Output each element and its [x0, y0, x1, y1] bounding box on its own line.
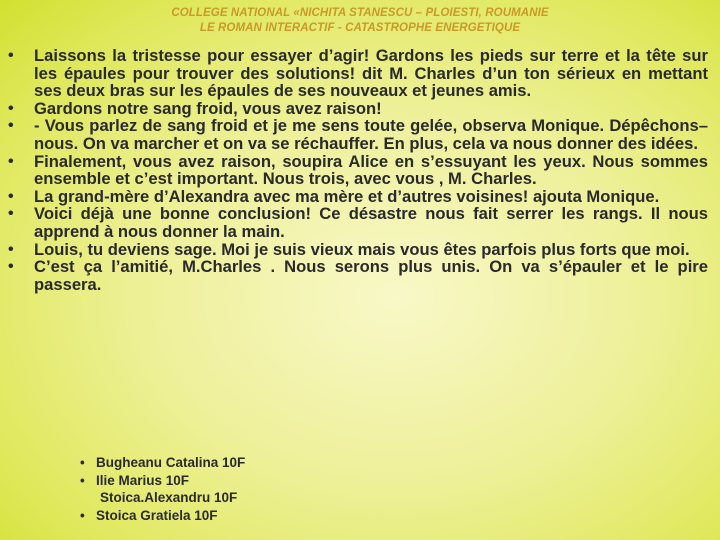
list-item: [0, 205, 708, 240]
bullet-icon: •: [8, 240, 14, 258]
paragraph-text: Finalement, vous avez raison, soupira Alice en s’essuyant les yeux. Nous sommes ensemble et c’est important. Nous trois, avec vous , M. Charles.: [34, 151, 708, 189]
list-item: [0, 153, 708, 188]
list-item: [0, 47, 708, 100]
project-title: LE ROMAN INTERACTIF - CATASTROPHE ENERGETIQUE: [199, 22, 521, 34]
bullet-icon: •: [8, 187, 14, 205]
author-name: Ilie Marius 10F: [96, 472, 190, 488]
paragraph-text: Gardons notre sang froid, vous avez raison!: [34, 98, 382, 118]
paragraph-text: Laissons la tristesse pour essayer d’agir! Gardons les pieds sur terre et la tête sur les épaules pour trouver des solutions! dit M. Charles d’un ton sérieux en mettant ses deux bras sur les épaules de ses nouveaux et jeunes amis.: [34, 46, 708, 101]
list-item: [0, 241, 708, 259]
paragraph-text: C’est ça l’amitié, M.Charles . Nous serons plus unis. On va s’épauler et le pire passera.: [34, 257, 708, 294]
bullet-icon: •: [8, 99, 14, 117]
bullet-icon: •: [8, 152, 14, 170]
author-item: [78, 507, 245, 525]
list-item: [0, 258, 708, 293]
author-item: [78, 454, 245, 472]
authors-list: [78, 454, 245, 524]
paragraph-text: La grand-mère d’Alexandra avec ma mère et d’autres voisines! ajouta Monique.: [34, 186, 660, 206]
author-item: [78, 489, 245, 507]
author-name: Stoica Gratiela 10F: [96, 507, 218, 523]
paragraph-text: Louis, tu deviens sage. Moi je suis vieux mais vous êtes parfois plus forts que moi.: [34, 239, 690, 259]
bullet-icon: •: [80, 507, 85, 523]
paragraph-text: Voici déjà une bonne conclusion! Ce désastre nous fait serrer les rangs. Il nous apprend à nous donner la main.: [34, 204, 708, 241]
paragraph-text: - Vous parlez de sang froid et je me sens toute gelée, observa Monique. Dépêchons–nous. On va marcher et on va se réchauffer. En plus, cela va nous donner des idées.: [34, 116, 708, 153]
author-name: Bugheanu Catalina 10F: [96, 455, 246, 470]
list-item: [0, 117, 708, 152]
bullet-icon: •: [8, 205, 14, 223]
bullet-icon: •: [8, 258, 14, 276]
bullet-icon: •: [80, 455, 85, 470]
bullet-icon: •: [8, 47, 14, 64]
bullet-icon: •: [80, 472, 85, 488]
school-title: COLLEGE NATIONAL «NICHITA STANESCU – PLOIESTI, ROUMANIE: [171, 7, 549, 19]
list-item: [0, 100, 708, 118]
bullet-icon: •: [8, 117, 14, 135]
author-item: [78, 472, 245, 490]
list-item: [0, 188, 708, 206]
author-name: Stoica.Alexandru 10F: [100, 490, 238, 506]
slide-header: [0, 6, 720, 36]
dialogue-list: [0, 47, 708, 293]
